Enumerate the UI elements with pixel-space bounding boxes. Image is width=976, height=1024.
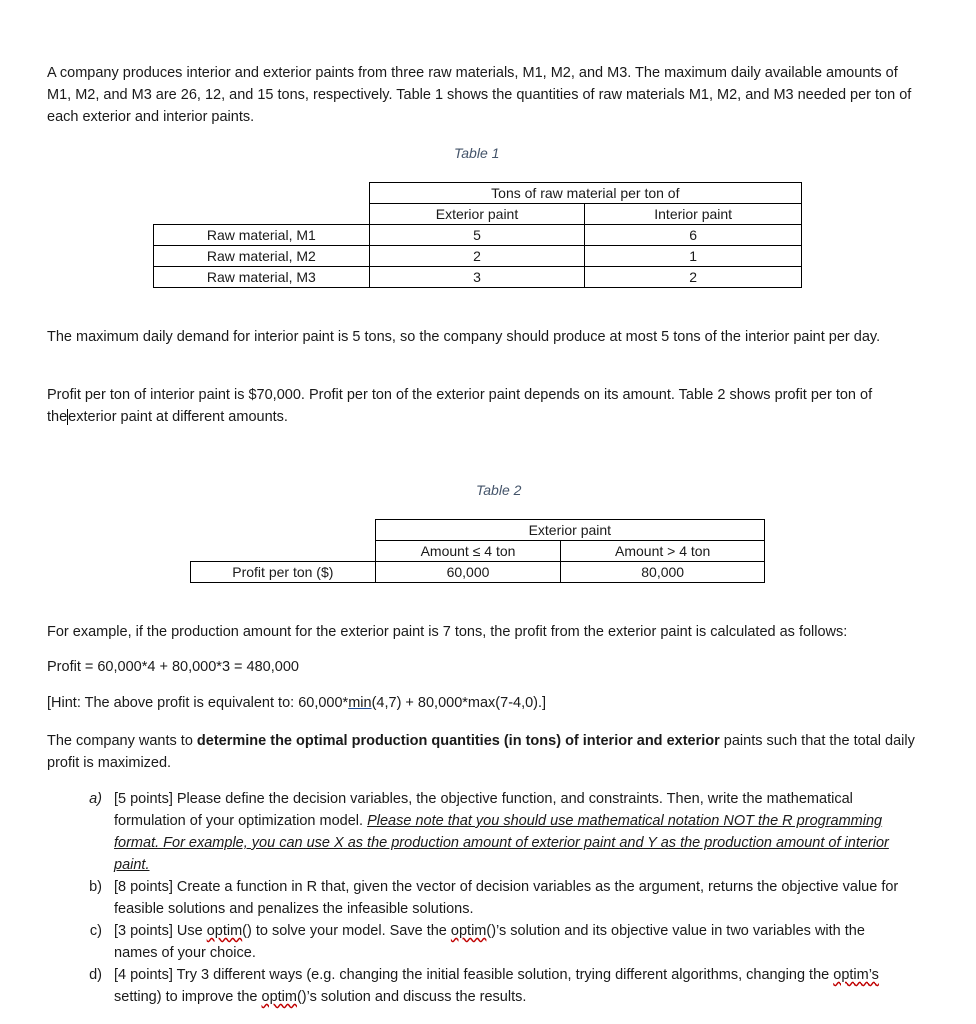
profit-text-part2: exterior paint at different amounts.: [68, 409, 288, 425]
question-label: d): [89, 967, 102, 983]
question-text-3: ()’s solution and discuss the results.: [296, 989, 527, 1005]
goal-paragraph: [47, 730, 917, 774]
row-label: Raw material, M1: [154, 225, 370, 246]
goal-post: paints such that the total daily profit is maximized.: [47, 733, 915, 771]
goal-pre: The company wants to: [47, 733, 197, 749]
question-text: [8 points] Create a function in R that, given the vector of decision variables as the argument, returns the objective value for feasible solutions and penalizes the infeasible solutions.: [114, 879, 899, 917]
profit-formula: Profit = 60,000*4 + 80,000*3 = 480,000: [47, 659, 299, 675]
question-text-1: [4 points] Try 3 different ways (e.g. changing the initial feasible solution, trying different algorithms, changing the: [114, 967, 834, 983]
table-row: [154, 267, 802, 288]
row-label: Raw material, M2: [154, 246, 370, 267]
profit-text-part1: Profit per ton of interior paint is $70,000. Profit per ton of the exterior paint depends on its amount. Table 2 shows profit per ton of the: [47, 387, 873, 425]
question-a: [78, 788, 908, 876]
row-label: Raw material, M3: [154, 267, 370, 288]
table1-col-interior: Interior paint: [585, 204, 802, 225]
table1-group-header: Tons of raw material per ton of: [369, 183, 801, 204]
table-row: [154, 225, 802, 246]
question-text-2: setting) to improve the: [114, 989, 262, 1005]
question-text: [5 points] Please define the decision variables, the objective function, and constraints. Then, write the mathematical formulation of your optimization model.: [114, 791, 853, 829]
cell-exterior: 3: [369, 267, 585, 288]
profit-paragraph: [47, 384, 917, 428]
hint-paragraph: [47, 692, 917, 714]
table2: [190, 519, 765, 583]
table1-column-header-row: [154, 204, 802, 225]
row-label: Profit per ton ($): [191, 562, 376, 583]
question-d: [78, 964, 908, 1008]
question-list: [78, 788, 908, 1008]
table-row: [191, 562, 765, 583]
intro-paragraph: A company produces interior and exterior paints from three raw materials, M1, M2, and M3. The maximum daily available amounts of M1, M2, and M3 are 26, 12, and 15 tons, respectively. Table 1 shows the quantities of raw materials M1, M2, and M3 needed per ton of each exterior and interior paints.: [47, 65, 912, 125]
spellcheck-word: optim: [261, 989, 297, 1005]
table2-col-high: Amount > 4 ton: [561, 541, 765, 562]
hint-min-word: min: [348, 695, 372, 711]
table2-col-low: Amount ≤ 4 ton: [375, 541, 561, 562]
goal-bold: determine the optimal production quantities (in tons) of interior and exterior: [196, 733, 720, 749]
table-row: [154, 246, 802, 267]
cell-interior: 1: [585, 246, 802, 267]
spellcheck-word: optim: [206, 923, 243, 939]
table2-caption: Table 2: [476, 482, 522, 498]
question-label: c): [89, 923, 102, 939]
question-label: b): [89, 879, 102, 895]
table2-column-header-row: [191, 541, 765, 562]
table2-group-header: Exterior paint: [375, 520, 764, 541]
question-label: a): [89, 791, 102, 807]
table1-col-exterior: Exterior paint: [369, 204, 585, 225]
cell-interior: 2: [585, 267, 802, 288]
table1: [153, 182, 802, 288]
question-text-1: [3 points] Use: [114, 923, 207, 939]
spellcheck-word: optim: [450, 923, 487, 939]
question-b: [78, 876, 908, 920]
cell-exterior: 2: [369, 246, 585, 267]
question-text-2: () to solve your model. Save the: [242, 923, 451, 939]
table2-group-header-row: [191, 520, 765, 541]
hint-post: (4,7) + 80,000*max(7-4,0).]: [371, 695, 547, 711]
demand-paragraph: The maximum daily demand for interior paint is 5 tons, so the company should produce at most 5 tons of the interior paint per day.: [47, 329, 881, 345]
cell-exterior: 5: [369, 225, 585, 246]
hint-pre: [Hint: The above profit is equivalent to: 60,000*: [47, 695, 349, 711]
spellcheck-word: optim’s: [833, 967, 879, 983]
cell-interior: 6: [585, 225, 802, 246]
example-paragraph: For example, if the production amount for the exterior paint is 7 tons, the profit from the exterior paint is calculated as follows:: [47, 624, 848, 640]
table1-group-header-row: [154, 183, 802, 204]
question-text-3: ()’s solution and its objective value in two variables with the names of your choice.: [114, 923, 865, 961]
table1-caption: Table 1: [454, 145, 500, 161]
question-note: Please note that you should use mathematical notation NOT the R programming format. For example, you can use X as the production amount of exterior paint and Y as the production amount of interior paint.: [114, 813, 889, 873]
cell-low: 60,000: [375, 562, 561, 583]
cell-high: 80,000: [561, 562, 765, 583]
question-c: [78, 920, 908, 964]
